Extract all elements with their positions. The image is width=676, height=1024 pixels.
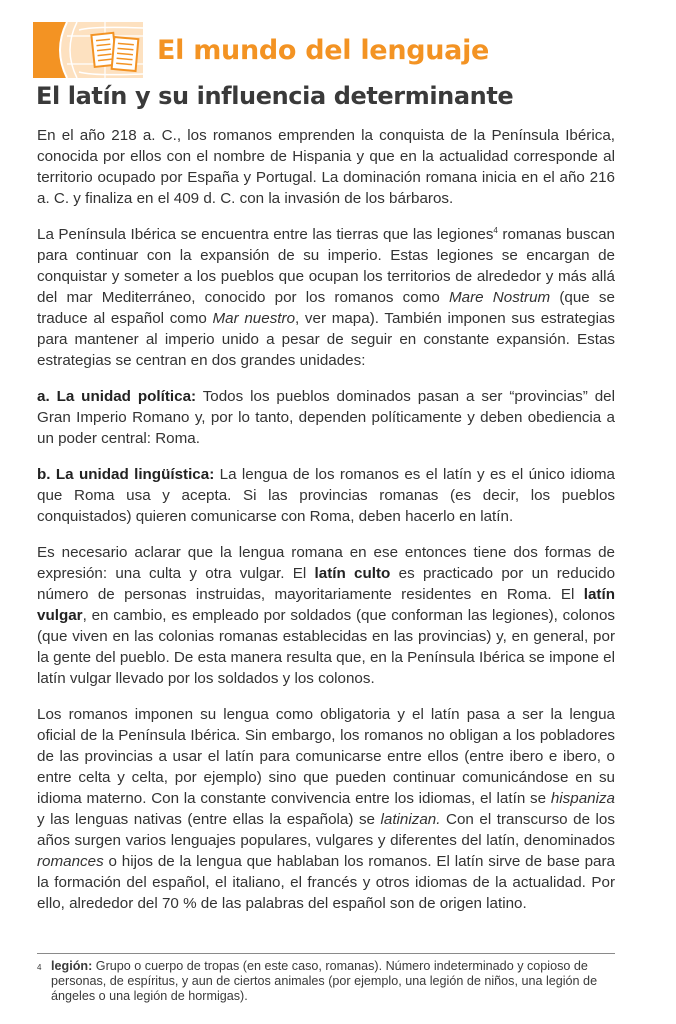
text-span: o hijos de la lengua que hablaban los romanos. El latín sirve de base para la formación del español, el italiano, el francés y otros idiomas de la actualidad. Por ello, alrededor del 70 % de las palabras del español son de origen latino. (37, 853, 615, 912)
text-span: romanas buscan para continuar con la expansión de su imperio. Estas legiones se encargan de conquistar y someter a los pueblos que ocupan los territorios de alrededor y más allá del mar Mediterráneo, conocido por los romanos como (37, 226, 615, 306)
paragraph-official-language (37, 704, 615, 914)
text-span: (que se traduce al español como (37, 289, 615, 327)
paragraph-linguistic-unity (37, 464, 615, 527)
section-title: El mundo del lenguaje (157, 34, 490, 66)
bold-term: latín vulgar (37, 586, 615, 624)
list-label: b. La unidad lingüística: (37, 466, 215, 483)
footnote-definition: Grupo o cuerpo de tropas (en este caso, romanas). Número indeterminado y copioso de personas, de espíritus, y aun de ciertos animales (por ejemplo, una legión de niños, una legión de ángeles o una legión de hormigas). (51, 959, 598, 1003)
footnote-number: 4 (37, 963, 42, 972)
footnote-term: legión: (51, 959, 93, 973)
italic-term: romances (37, 853, 104, 870)
paragraph-latin-forms (37, 542, 615, 689)
book-pages-globe-icon (33, 22, 143, 78)
footnote-reference[interactable]: 4 (493, 225, 498, 235)
text-span: Todos los pueblos dominados pasan a ser “provincias” del Gran Imperio Romano y, por lo tanto, dependen políticamente y deben obediencia a un poder central: Roma. (37, 388, 615, 447)
paragraph-political-unity (37, 386, 615, 449)
list-label: a. La unidad política: (37, 388, 197, 405)
text-span: , en cambio, es empleado por soldados (que conforman las legiones), colonos (que viven en las colonias romanas establecidas en las provincias) y, en general, por la gente del pueblo. De esta manera resulta que, en la Península Ibérica se impone el latín vulgar llevado por los soldados y los colonos. (37, 607, 615, 687)
italic-term: Mar nuestro (212, 310, 296, 327)
paragraph-intro: En el año 218 a. C., los romanos emprenden la conquista de la Península Ibérica, conocida por ellos con el nombre de Hispania y que en la actualidad corresponde al territorio ocupado por España y Portugal. La dominación romana inicia en el año 216 a. C. y finaliza en el 409 d. C. con la invasión de los bárbaros. (37, 127, 615, 207)
text-span: La Península Ibérica se encuentra entre las tierras que las legiones (37, 226, 494, 243)
text-span: Los romanos imponen su lengua como obligatoria y el latín pasa a ser la lengua oficial de la Península Ibérica. Sin embargo, los romanos no obligan a los pobladores de las provincias a usar el latín para comunicarse entre ellos (entre ibero e ibero, o entre celta y celta, por ejemplo) sino que pueden continuar comunicándose en su idioma materno. Con la constante convivencia entre los idiomas, el latín se (37, 706, 615, 807)
text-span: y las lenguas nativas (entre ellas la española) se (37, 811, 381, 828)
text-span: Es necesario aclarar que la lengua romana en ese entonces tiene dos formas de expresión: una culta y otra vulgar. El (37, 544, 615, 582)
footnote-divider (37, 953, 615, 954)
page-title: El latín y su influencia determinante (36, 82, 514, 110)
text-span: Con el transcurso de los años surgen varios lenguajes populares, vulgares y diferentes del latín, denominados (37, 811, 615, 849)
section-header (33, 22, 489, 78)
italic-term: latinizan. (380, 811, 441, 828)
text-span: La lengua de los romanos es el latín y es el único idioma que Roma usa y acepta. Si las provincias romanas (es decir, los pueblos conquistados) quieren comunicarse con Roma, deben hacerlo en latín. (37, 466, 615, 525)
footnote (37, 959, 615, 1004)
article-body (37, 125, 615, 929)
text-span: es practicado por un reducido número de personas instruidas, mayoritariamente residentes en Roma. El (37, 565, 616, 603)
italic-term: hispaniza (550, 790, 615, 807)
paragraph-legions (37, 224, 615, 371)
bold-term: latín culto (314, 565, 391, 582)
footnote-text (49, 959, 615, 1004)
text-span: , ver mapa). También imponen sus estrategias para mantener al imperio unido a pesar de seguir en constante expansión. Estas estrategias se centran en dos grandes unidades: (37, 310, 615, 369)
italic-term: Mare Nostrum (449, 289, 551, 306)
